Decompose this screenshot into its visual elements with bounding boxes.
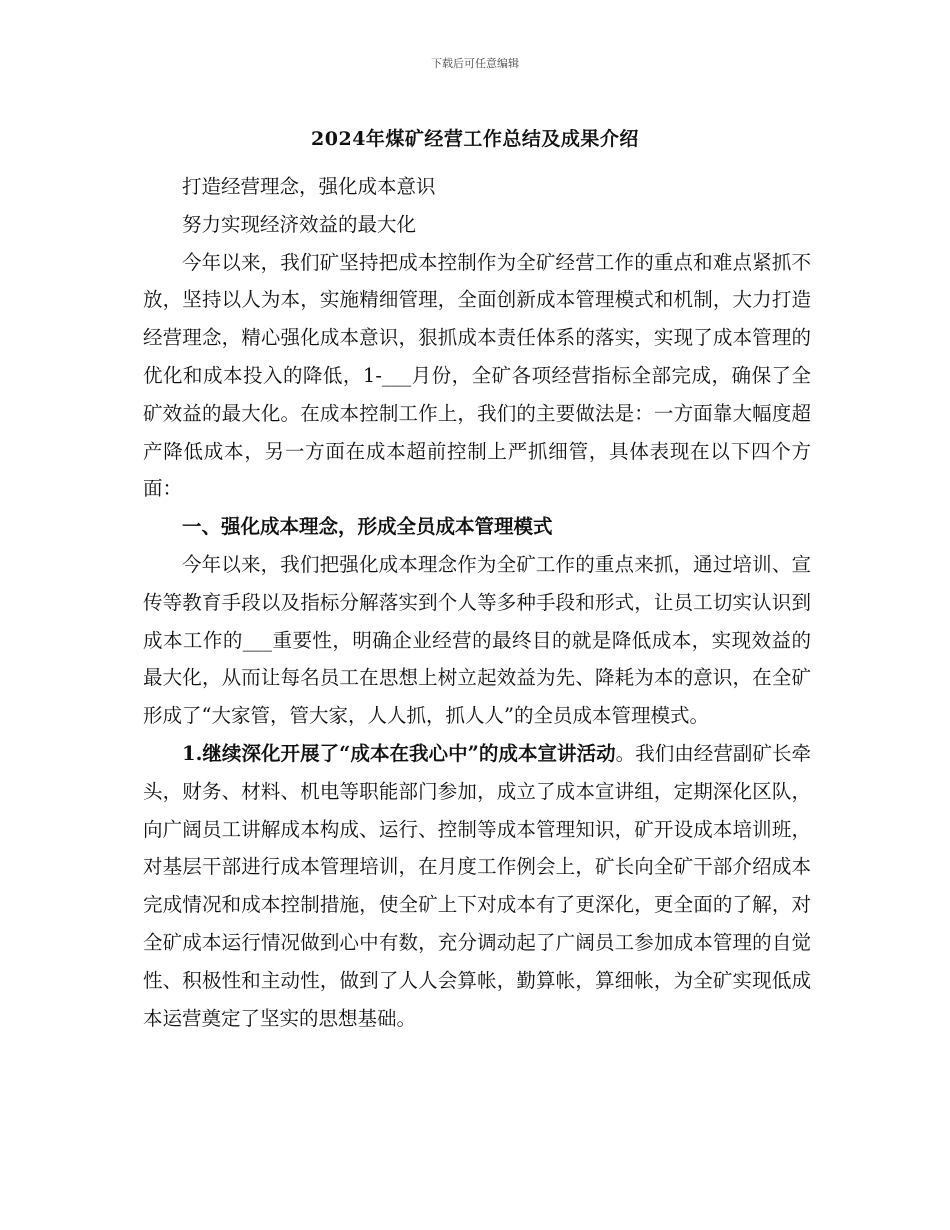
section-1-paragraph: 今年以来，我们把强化成本理念作为全矿工作的重点来抓，通过培训、宣传等教育手段以及指标分解落实到个人等多种手段和形式，让员工切实认识到成本工作的___重要性，明确企业经营的最终目的就是降低成本，实现效益的最大化，从而让每名员工在思想上树立起效益为先、降耗为本的意识，在全矿形成了“大家管，管大家，人人抓，抓人人”的全员成本管理模式。 [143, 552, 811, 728]
intro-line-1: 打造经营理念，强化成本意识 [182, 175, 436, 198]
header-note: 下载后可任意编辑 [431, 57, 519, 70]
section-heading-1: 一、强化成本理念，形成全员成本管理模式 [182, 515, 553, 539]
intro-paragraph: 今年以来，我们矿坚持把成本控制作为全矿经营工作的重点和难点紧抓不放，坚持以人为本，实施精细管理，全面创新成本管理模式和机制，大力打造经营理念，精心强化成本意识，狠抓成本责任体系的落实，实现了成本管理的优化和成本投入的降低，1-___月份，全矿各项经营指标全部完成，确保了全矿效益的最大化。在成本控制工作上，我们的主要做法是：一方面靠大幅度超产降低成本，另一方面在成本超前控制上严抓细管，具体表现在以下四个方面： [143, 250, 811, 501]
document-title: 2024年煤矿经营工作总结及成果介绍 [311, 128, 639, 150]
document-body [143, 168, 811, 1037]
intro-line-2: 努力实现经济效益的最大化 [182, 212, 417, 236]
item-1-lead: 1.继续深化开展了“成本在我心中”的成本宣讲活动 [182, 741, 616, 765]
item-1-paragraph [143, 735, 811, 1037]
item-1-body: 。我们由经营副矿长牵头，财务、材料、机电等职能部门参加，成立了成本宣讲组，定期深化区队，向广阔员工讲解成本构成、运行、控制等成本管理知识，矿开设成本培训班，对基层干部进行成本管理培训，在月度工作例会上，矿长向全矿干部介绍成本完成情况和成本控制措施，使全矿上下对成本有了更深化，更全面的了解，对全矿成本运行情况做到心中有数，充分调动起了广阔员工参加成本管理的自觉性、积极性和主动性，做到了人人会算帐，勤算帐，算细帐，为全矿实现低成本运营奠定了坚实的思想基础。 [143, 741, 811, 1030]
